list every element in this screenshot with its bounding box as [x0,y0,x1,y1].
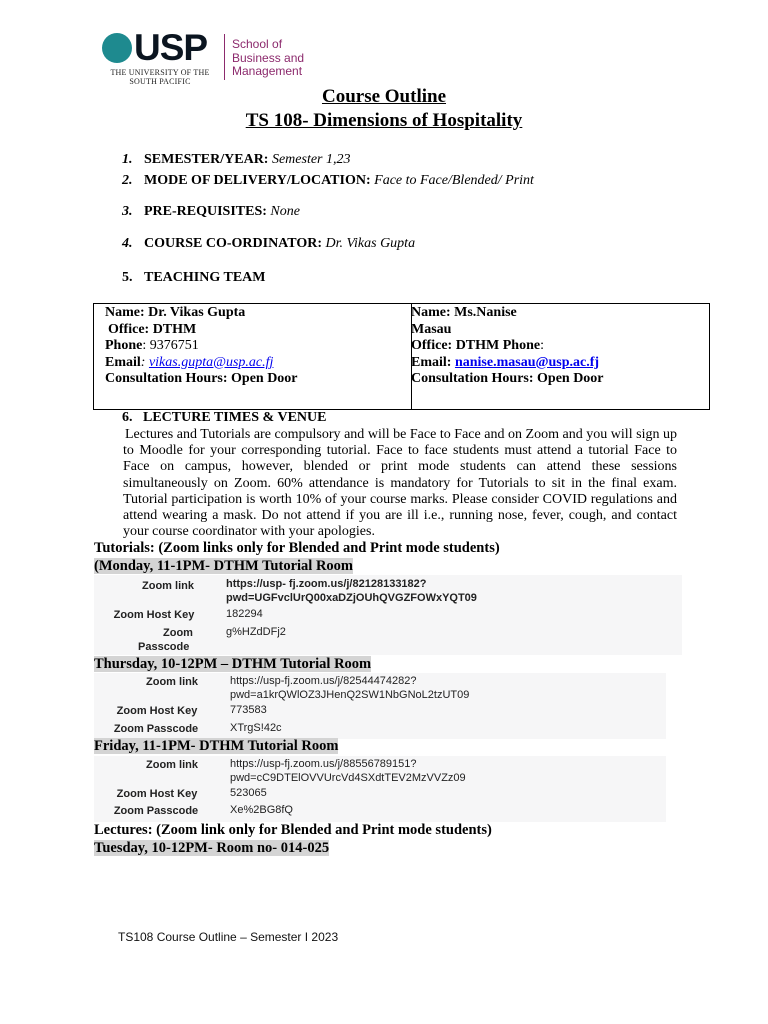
tutorials-heading: Tutorials: (Zoom links only for Blended and Print mode students) [94,540,500,556]
course-subtitle: TS 108- Dimensions of Hospitality [245,110,523,131]
page-footer: TS108 Course Outline – Semester I 2023 [118,930,339,944]
item-mode-of-delivery: 2. MODE OF DELIVERY/LOCATION: Face to Face/Blended/ Print [122,173,534,188]
thursday-zoom-table [94,673,666,739]
zoom-link-value[interactable]: https://usp-fj.zoom.us/j/82544474282? pwd=a1krQWlOZ3JHenQ2SW1NbGNoL2tzUT09 [230,675,470,701]
zoom-passcode-label: Zoom Passcode [113,805,199,817]
monday-session-title: (Monday, 11-1PM- DTHM Tutorial Room [94,558,353,574]
lecture-paragraph: Lectures and Tutorials are compulsory and will be Face to Face and on Zoom and you will sign up to Moodle for your corresponding tutorial. Face to face students must attend a tutorial Face to Face on campus, however, blended or print mode students can attend these sessions simultaneously on Zoom. 60% attendance is mandatory for Tutorials to sit in the final exam. Tutorial participation is worth 10% of your course marks. Please consider COVID regulations and attend wearing a mask. Do not attend if you are ill i.e., running nose, fever, cough, and contact your course coordinator with your apologies. [123,427,677,540]
friday-session-title: Friday, 11-1PM- DTHM Tutorial Room [94,738,339,754]
monday-zoom-table [94,575,682,655]
zoom-link-label: Zoom link [146,759,198,771]
friday-zoom-table [94,756,666,822]
thursday-session-title: Thursday, 10-12PM – DTHM Tutorial Room [94,656,372,672]
logo-university-name: THE UNIVERSITY OF THE SOUTH PACIFIC [110,68,210,86]
zoom-passcode-value: g%HZdDFj2 [226,626,286,638]
lecture-times-heading: 6. LECTURE TIMES & VENUE [122,410,327,425]
usp-emblem-icon [102,33,132,63]
item-prerequisites: 3. PRE-REQUISITES: None [122,204,300,219]
lectures-heading: Lectures: (Zoom link only for Blended and Print mode students) [94,822,492,838]
zoom-host-key-label: Zoom Host Key [116,705,198,717]
zoom-link-value[interactable]: https://usp- fj.zoom.us/j/82128133182? pwd=UGFvclUrQ00xaDZjOUhQVGZFOWxYQT09 [226,578,477,604]
zoom-host-key-value: 523065 [230,787,267,799]
zoom-link-label: Zoom link [142,580,194,592]
zoom-passcode-label: Zoom Passcode [113,723,199,735]
usp-logo [100,27,330,86]
zoom-passcode-label: Zoom Passcode [138,627,193,653]
team-member-right: Name: Ms.Nanise Masau Office: DTHM Phone: Email: nanise.masau@usp.ac.fj Consultation Hours: Open Door [411,305,604,386]
zoom-passcode-value: XTrgS!42c [230,722,282,734]
teaching-team-table [93,303,710,410]
zoom-link-value[interactable]: https://usp-fj.zoom.us/j/88556789151? pwd=cC9DTElOVVUrcVd4SXdtTEV2MzVVZz09 [230,758,466,784]
item-teaching-team: 5. TEACHING TEAM [122,270,266,285]
logo-usp-text: USP [134,27,208,68]
logo-divider [224,34,225,80]
logo-school-name: School of Business and Management [232,37,305,78]
item-course-coordinator: 4. COURSE CO-ORDINATOR: Dr. Vikas Gupta [122,236,416,251]
zoom-host-key-value: 182294 [226,608,263,620]
email-link-nanise[interactable]: nanise.masau@usp.ac.fj [454,354,600,370]
email-link-vikas[interactable]: vikas.gupta@usp.ac.fj [148,354,274,370]
tuesday-lecture-title: Tuesday, 10-12PM- Room no- 014-025 [94,840,330,856]
page-title: Course Outline [321,86,447,107]
zoom-host-key-label: Zoom Host Key [116,788,198,800]
zoom-link-label: Zoom link [146,676,198,688]
item-semester: 1. SEMESTER/YEAR: Semester 1,23 [122,152,351,167]
zoom-host-key-value: 773583 [230,704,267,716]
zoom-host-key-label: Zoom Host Key [113,609,195,621]
team-member-left: Name: Dr. Vikas Gupta Office: DTHM Phone: 9376751 Email: vikas.gupta@usp.ac.fj Consultation Hours: Open Door [105,305,298,386]
zoom-passcode-value: Xe%2BG8fQ [230,804,293,816]
